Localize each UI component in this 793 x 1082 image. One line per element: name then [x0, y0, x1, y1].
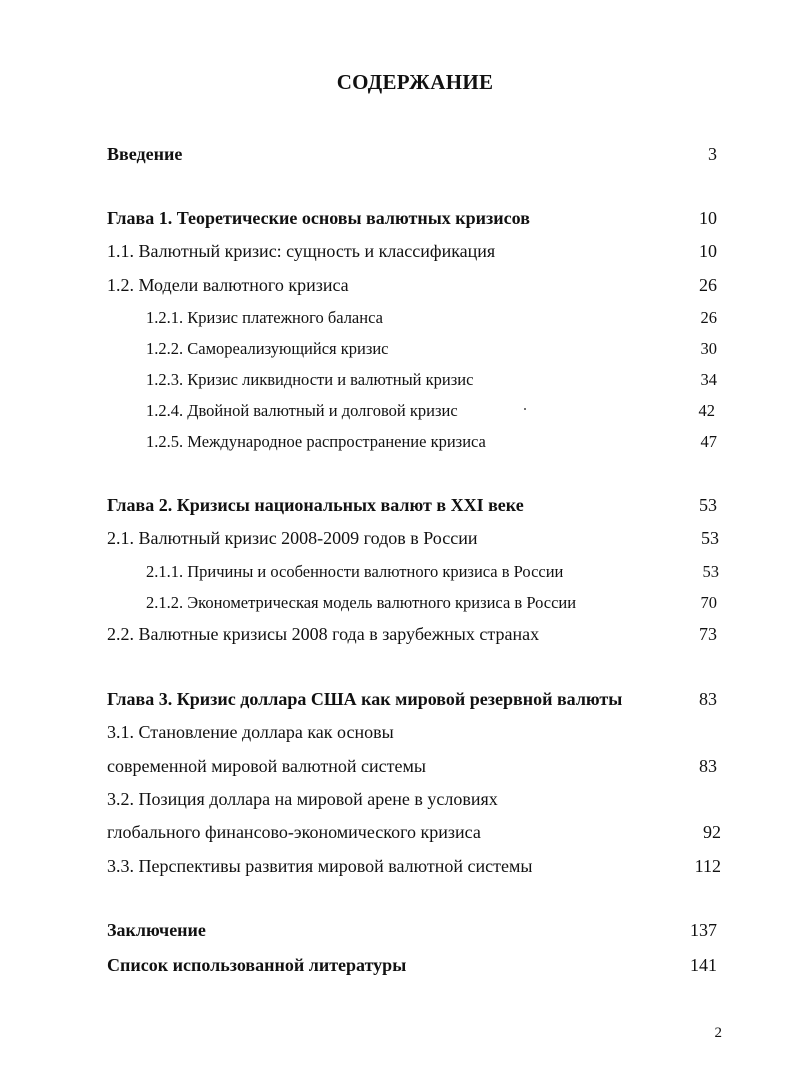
toc-entry-3-1-line1: 3.1. Становление доллара как основы [107, 722, 394, 742]
toc-entry-2-1: 2.1. Валютный кризис 2008-2009 годов в России [107, 528, 478, 548]
toc-entry-1-2-5: 1.2.5. Международное распространение кризиса [146, 432, 486, 451]
toc-page-2-1-2: 70 [700, 593, 717, 612]
stray-dot-mark [524, 408, 526, 410]
toc-page-2-2: 73 [699, 624, 717, 644]
toc-entry-1-2: 1.2. Модели валютного кризиса [107, 275, 349, 295]
toc-page-conclusion: 137 [690, 920, 717, 940]
toc-page-1-2-2: 30 [700, 339, 717, 358]
toc-page-chapter-1: 10 [699, 208, 717, 228]
toc-entry-3-3: 3.3. Перспективы развития мировой валютной системы [107, 856, 533, 876]
toc-page-1-2-3: 34 [700, 370, 717, 389]
toc-entry-chapter-3: Глава 3. Кризис доллара США как мировой резервной валюты [107, 689, 623, 709]
toc-entry-2-1-1: 2.1.1. Причины и особенности валютного кризиса в России [146, 562, 564, 581]
toc-entry-1-2-2: 1.2.2. Самореализующийся кризис [146, 339, 389, 358]
toc-page-1-2: 26 [699, 275, 717, 295]
toc-page-1-1: 10 [699, 241, 717, 261]
toc-entry-chapter-2: Глава 2. Кризисы национальных валют в XXI веке [107, 495, 524, 515]
toc-page-chapter-2: 53 [699, 495, 717, 515]
toc-page-bibliography: 141 [690, 955, 717, 975]
toc-page-2-1-1: 53 [702, 562, 719, 581]
toc-entry-3-1-line2: современной мировой валютной системы [107, 756, 426, 776]
toc-page-2-1: 53 [701, 528, 719, 548]
page-number: 2 [714, 1025, 722, 1041]
toc-page-1-2-5: 47 [700, 432, 717, 451]
toc-page-1-2-1: 26 [700, 308, 717, 327]
toc-entry-1-1: 1.1. Валютный кризис: сущность и классификация [107, 241, 496, 261]
toc-page-3-1: 83 [699, 756, 717, 776]
toc-page-introduction: 3 [708, 144, 717, 164]
toc-entry-3-2-line1: 3.2. Позиция доллара на мировой арене в условиях [107, 789, 498, 809]
toc-entry-introduction: Введение [107, 144, 183, 164]
toc-entry-chapter-1: Глава 1. Теоретические основы валютных кризисов [107, 208, 530, 228]
toc-page-chapter-3: 83 [699, 689, 717, 709]
toc-entry-conclusion: Заключение [107, 920, 206, 940]
toc-entry-3-2-line2: глобального финансово-экономического кризиса [107, 822, 481, 842]
toc-entry-1-2-1: 1.2.1. Кризис платежного баланса [146, 308, 383, 327]
toc-entry-2-1-2: 2.1.2. Эконометрическая модель валютного кризиса в России [146, 593, 577, 612]
toc-entry-2-2: 2.2. Валютные кризисы 2008 года в зарубежных странах [107, 624, 540, 644]
toc-page-3-2: 92 [703, 822, 721, 842]
toc-entry-bibliography: Список использованной литературы [107, 955, 407, 975]
toc-entry-1-2-4: 1.2.4. Двойной валютный и долговой кризис [146, 401, 458, 420]
page-title: СОДЕРЖАНИЕ [336, 70, 494, 94]
toc-page-1-2-4: 42 [698, 401, 715, 420]
toc-page-3-3: 112 [694, 856, 721, 876]
toc-entry-1-2-3: 1.2.3. Кризис ликвидности и валютный кризис [146, 370, 474, 389]
